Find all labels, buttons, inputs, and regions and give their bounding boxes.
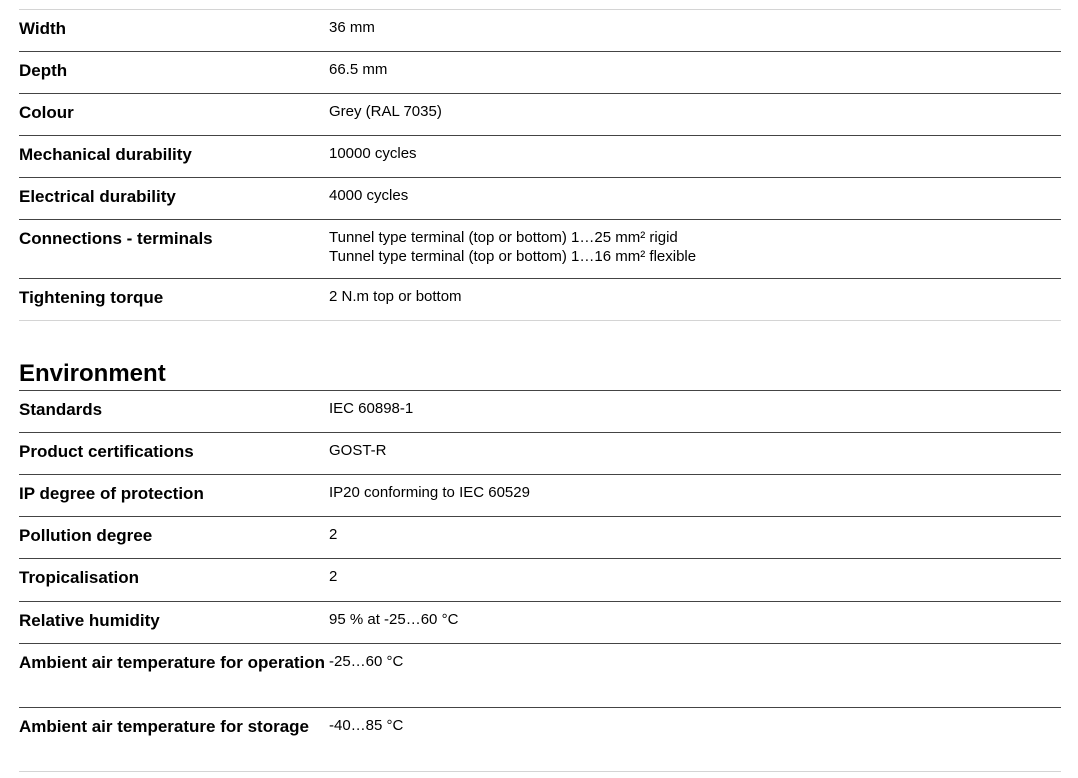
row-label: Mechanical durability (19, 145, 192, 164)
table-row (19, 433, 1061, 475)
row-value: 66.5 mm (329, 61, 388, 78)
row-label: Tropicalisation (19, 568, 139, 587)
table-row (19, 136, 1061, 178)
table-row (19, 517, 1061, 559)
row-value (329, 220, 1061, 278)
row-label: Electrical durability (19, 187, 176, 206)
table-row (19, 391, 1061, 433)
value-line: Tunnel type terminal (top or bottom) 1…25 mm² rigid (329, 229, 678, 246)
table-row (19, 602, 1061, 644)
table-row (19, 220, 1061, 279)
row-value: 10000 cycles (329, 145, 417, 162)
row-value: 2 (329, 568, 338, 585)
row-label: Width (19, 19, 67, 38)
row-value: 2 N.m top or bottom (329, 288, 462, 305)
row-value: IEC 60898-1 (329, 400, 414, 417)
row-value: Grey (RAL 7035) (329, 103, 442, 120)
row-value: 36 mm (329, 19, 375, 36)
row-label: Standards (19, 400, 103, 419)
table-row (19, 559, 1061, 602)
row-label: Ambient air temperature for operation (19, 653, 326, 672)
table-row (19, 475, 1061, 517)
row-value: -40…85 °C (329, 717, 404, 734)
row-value: 2 (329, 526, 338, 543)
characteristics-table (19, 9, 1061, 321)
row-label: IP degree of protection (19, 484, 204, 503)
table-row (19, 10, 1061, 52)
row-label: Tightening torque (19, 288, 164, 307)
value-line: Tunnel type terminal (top or bottom) 1…16 mm² flexible (329, 248, 697, 265)
table-row (19, 94, 1061, 136)
row-value: -25…60 °C (329, 653, 404, 670)
row-value: IP20 conforming to IEC 60529 (329, 484, 530, 501)
row-value: 4000 cycles (329, 187, 409, 204)
table-row (19, 644, 1061, 708)
row-label: Colour (19, 103, 74, 122)
row-value: GOST-R (329, 442, 387, 459)
row-label: Pollution degree (19, 526, 153, 545)
row-label: Connections - terminals (19, 229, 213, 248)
row-label: Ambient air temperature for storage (19, 717, 310, 736)
row-label: Relative humidity (19, 611, 160, 630)
table-row (19, 52, 1061, 94)
section-title-environment: Environment (19, 360, 166, 387)
table-row (19, 279, 1061, 321)
row-label: Product certifications (19, 442, 194, 461)
table-row (19, 708, 1061, 772)
row-label: Depth (19, 61, 68, 80)
table-row (19, 178, 1061, 220)
row-value: 95 % at -25…60 °C (329, 611, 459, 628)
environment-table (19, 390, 1061, 772)
